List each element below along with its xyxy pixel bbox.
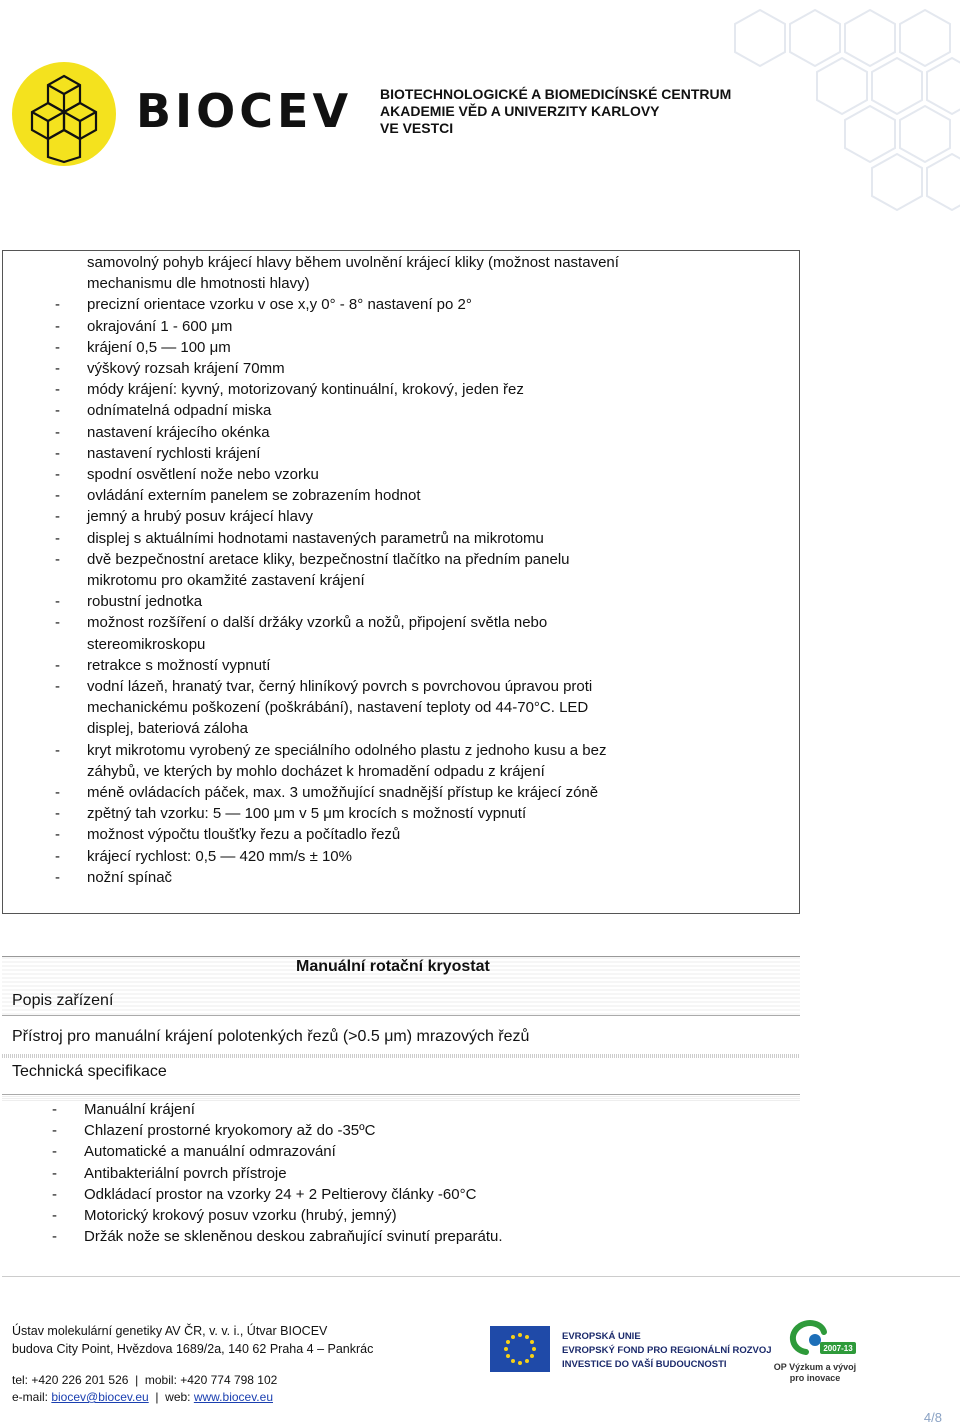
- cryostat-spec-text: Antibakteriální povrch přístroje: [84, 1164, 287, 1182]
- spec-item-text: okrajování 1 - 600 μm: [87, 317, 233, 335]
- spec-item-text: mechanismu dle hmotnosti hlavy): [87, 275, 310, 293]
- footer-divider: [2, 1276, 960, 1277]
- dash-marker: -: [52, 1122, 57, 1140]
- spec-item: [55, 803, 619, 824]
- spec-item-text: jemný a hrubý posuv krájecí hlavy: [87, 508, 313, 526]
- dash-marker: -: [55, 847, 60, 865]
- spec-item: [55, 740, 619, 782]
- cryostat-spec-list: [52, 1099, 503, 1247]
- email-link[interactable]: biocev@biocev.eu: [51, 1390, 149, 1404]
- footer-contact: [12, 1372, 277, 1406]
- spec-item-text: spodní osvětlení nože nebo vzorku: [87, 466, 319, 484]
- op-vyzkum-text: [770, 1362, 860, 1384]
- spec-item: [55, 506, 619, 527]
- spec-item: [55, 528, 619, 549]
- spec-item-text: možnost výpočtu tloušťky řezu a počítadlo řezů: [87, 826, 401, 844]
- spec-item-text: ovládání externím panelem se zobrazením hodnot: [87, 487, 421, 505]
- spec-item: [55, 400, 619, 421]
- op-line: pro inovace: [789, 1373, 841, 1383]
- spec-item: [55, 612, 619, 654]
- cryostat-spec-item: [52, 1205, 503, 1226]
- eu-line: EVROPSKÝ FOND PRO REGIONÁLNÍ ROZVOJ: [562, 1345, 772, 1356]
- dash-marker: -: [55, 784, 60, 802]
- eu-line: INVESTICE DO VAŠÍ BUDOUCNOSTI: [562, 1359, 727, 1370]
- spec-item-text: precizní orientace vzorku v ose x,y 0° - 8° nastavení po 2°: [87, 296, 472, 314]
- dash-marker: -: [55, 868, 60, 886]
- spec-item-text: odnímatelná odpadní miska: [87, 402, 272, 420]
- spec-item: [55, 549, 619, 591]
- dash-marker: -: [55, 466, 60, 484]
- cryostat-spec-text: Odkládací prostor na vzorky 24 + 2 Peltierovy články -60°C: [84, 1185, 477, 1203]
- dash-marker: -: [55, 805, 60, 823]
- dash-marker: -: [52, 1207, 57, 1225]
- cryostat-spec-text: Držák nože se skleněnou deskou zabraňující svinutí preparátu.: [84, 1228, 503, 1246]
- dash-marker: -: [52, 1185, 57, 1203]
- logo-wordmark: BIOCEV: [136, 84, 353, 138]
- spec-item-text: retrakce s možností vypnutí: [87, 656, 271, 674]
- spec-item: [55, 337, 619, 358]
- cryostat-spec-item: [52, 1226, 503, 1247]
- dash-marker: -: [55, 678, 60, 696]
- dash-marker: -: [55, 296, 60, 314]
- spec-item-text: módy krájení: kyvný, motorizovaný kontinuální, krokový, jeden řez: [87, 381, 524, 399]
- cryostat-spec-item: [52, 1163, 503, 1184]
- cryostat-spec-text: Motorický krokový posuv vzorku (hrubý, jemný): [84, 1207, 397, 1225]
- spec-item: [55, 358, 619, 379]
- hexagon-pattern-decoration: [700, 0, 960, 240]
- page-number: 4/8: [923, 1410, 942, 1425]
- spec-item: [55, 655, 619, 676]
- divider: [2, 1054, 800, 1058]
- institution-line: VE VESTCI: [380, 120, 454, 136]
- spec-item-text: zpětný tah vzorku: 5 — 100 μm v 5 μm krocích s možností vypnutí: [87, 805, 527, 823]
- spec-item: [55, 676, 619, 740]
- spec-item-text: nožní spínač: [87, 868, 173, 886]
- spec-item-text: kryt mikrotomu vyrobený ze speciálního odolného plastu z jednoho kusu a bez: [87, 741, 607, 759]
- spec-item-text: displej, bateriová záloha: [87, 720, 248, 738]
- spec-item-text: krájecí rychlost: 0,5 — 420 mm/s ± 10%: [87, 847, 352, 865]
- dash-marker: -: [52, 1143, 57, 1161]
- address-line: budova City Point, Hvězdova 1689/2a, 140 62 Praha 4 – Pankrác: [12, 1342, 374, 1356]
- spec-item: [55, 485, 619, 506]
- eu-line: EVROPSKÁ UNIE: [562, 1331, 641, 1342]
- spec-item-text: vodní lázeň, hranatý tvar, černý hliníkový povrch s povrchovou úpravou proti: [87, 678, 593, 696]
- popis-label: Popis zařízení: [12, 992, 114, 1009]
- dash-marker: -: [52, 1101, 57, 1118]
- spec-item-text: mechanickému poškození (poškrábání), nastavení teploty od 44-70°C. LED: [87, 699, 589, 717]
- dash-marker: -: [55, 402, 60, 420]
- dash-marker: -: [55, 338, 60, 356]
- spec-item-text: displej s aktuálními hodnotami nastavených parametrů na mikrotomu: [87, 529, 544, 547]
- dash-marker: -: [55, 614, 60, 632]
- spec-item-text: výškový rozsah krájení 70mm: [87, 360, 285, 378]
- cryostat-spec-item: [52, 1099, 503, 1120]
- contact-line: tel: +420 226 201 526 | mobil: +420 774 798 102: [12, 1373, 278, 1387]
- dash-marker: -: [55, 487, 60, 505]
- biocev-logo-mark: [12, 62, 116, 166]
- spec-item: [55, 591, 619, 612]
- dash-marker: -: [55, 656, 60, 674]
- cryostat-spec-item: [52, 1120, 503, 1141]
- cryostat-spec-text: Automatické a manuální odmrazování: [84, 1143, 336, 1161]
- cryostat-spec-text: Manuální krájení: [84, 1101, 195, 1118]
- spec-item-text: nastavení rychlosti krájení: [87, 444, 261, 462]
- institution-name: [380, 86, 731, 137]
- dash-marker: -: [55, 826, 60, 844]
- spec-item-text: stereomikroskopu: [87, 635, 206, 653]
- web-link[interactable]: www.biocev.eu: [193, 1390, 273, 1404]
- cryostat-spec-item: [52, 1184, 503, 1205]
- spec-item-text: mikrotomu pro okamžité zastavení krájení: [87, 572, 365, 590]
- dash-marker: -: [52, 1228, 57, 1246]
- spec-item: [55, 867, 619, 888]
- spec-item: [55, 316, 619, 337]
- dash-marker: -: [52, 1164, 57, 1182]
- institution-line: AKADEMIE VĚD A UNIVERZITY KARLOVY: [380, 103, 660, 119]
- spec-item: [55, 379, 619, 400]
- op-line: OP Výzkum a vývoj: [773, 1362, 857, 1372]
- dash-marker: -: [55, 444, 60, 462]
- spec-item: [55, 294, 619, 315]
- dash-marker: -: [55, 381, 60, 399]
- section-title: Manuální rotační kryostat: [296, 958, 490, 975]
- eu-fund-text: [562, 1330, 772, 1372]
- dash-marker: -: [55, 317, 60, 335]
- spec-item-text: možnost rozšíření o další držáky vzorků a nožů, připojení světla nebo: [87, 614, 548, 632]
- cryostat-spec-item: [52, 1141, 503, 1162]
- dash-marker: -: [55, 550, 60, 568]
- tech-spec-label: Technická specifikace: [12, 1063, 167, 1080]
- email-web-line: [12, 1389, 277, 1406]
- dash-marker: -: [55, 508, 60, 526]
- dash-marker: -: [55, 529, 60, 547]
- op-badge: 2007-13: [823, 1344, 853, 1353]
- spec-item-text: krájení 0,5 — 100 μm: [87, 338, 231, 356]
- institution-line: BIOTECHNOLOGICKÉ A BIOMEDICÍNSKÉ CENTRUM: [380, 86, 732, 102]
- cryostat-spec-text: Chlazení prostorné kryokomory až do -35ºC: [84, 1122, 376, 1140]
- spec-list: [55, 252, 619, 888]
- dash-marker: -: [55, 360, 60, 378]
- device-description: Přístroj pro manuální krájení polotenkých řezů (>0.5 μm) mrazových řezů: [12, 1028, 530, 1045]
- web-label: | web:: [148, 1390, 194, 1404]
- spec-item: [55, 824, 619, 845]
- spec-item-text: dvě bezpečnostní aretace kliky, bezpečnostní tlačítko na předním panelu: [87, 550, 570, 568]
- spec-item-text: samovolný pohyb krájecí hlavy během uvolnění krájecí kliky (možnost nastavení: [87, 254, 619, 271]
- hexagon-cube-icon: [12, 62, 116, 166]
- email-label: e-mail:: [12, 1390, 52, 1404]
- dash-marker: -: [55, 593, 60, 611]
- eu-flag-icon: [490, 1326, 550, 1372]
- spec-item-text: robustní jednotka: [87, 593, 203, 611]
- address-line: Ústav molekulární genetiky AV ČR, v. v. i., Útvar BIOCEV: [12, 1324, 328, 1338]
- spec-box: [2, 250, 800, 914]
- dash-marker: -: [55, 423, 60, 441]
- spec-item-text: nastavení krájecího okénka: [87, 423, 270, 441]
- spec-item: [55, 422, 619, 443]
- spec-item-text: záhybů, ve kterých by mohlo docházet k hromadění odpadu z krájení: [87, 762, 545, 780]
- spec-item: [55, 443, 619, 464]
- spec-item-text: méně ovládacích páček, max. 3 umožňující snadnější přístup ke krájecí zóně: [87, 784, 599, 802]
- dash-marker: -: [55, 741, 60, 759]
- spec-item: [55, 464, 619, 485]
- footer-address: [12, 1322, 373, 1358]
- spec-item: [55, 782, 619, 803]
- spec-item: [55, 846, 619, 867]
- spec-item: [55, 252, 619, 294]
